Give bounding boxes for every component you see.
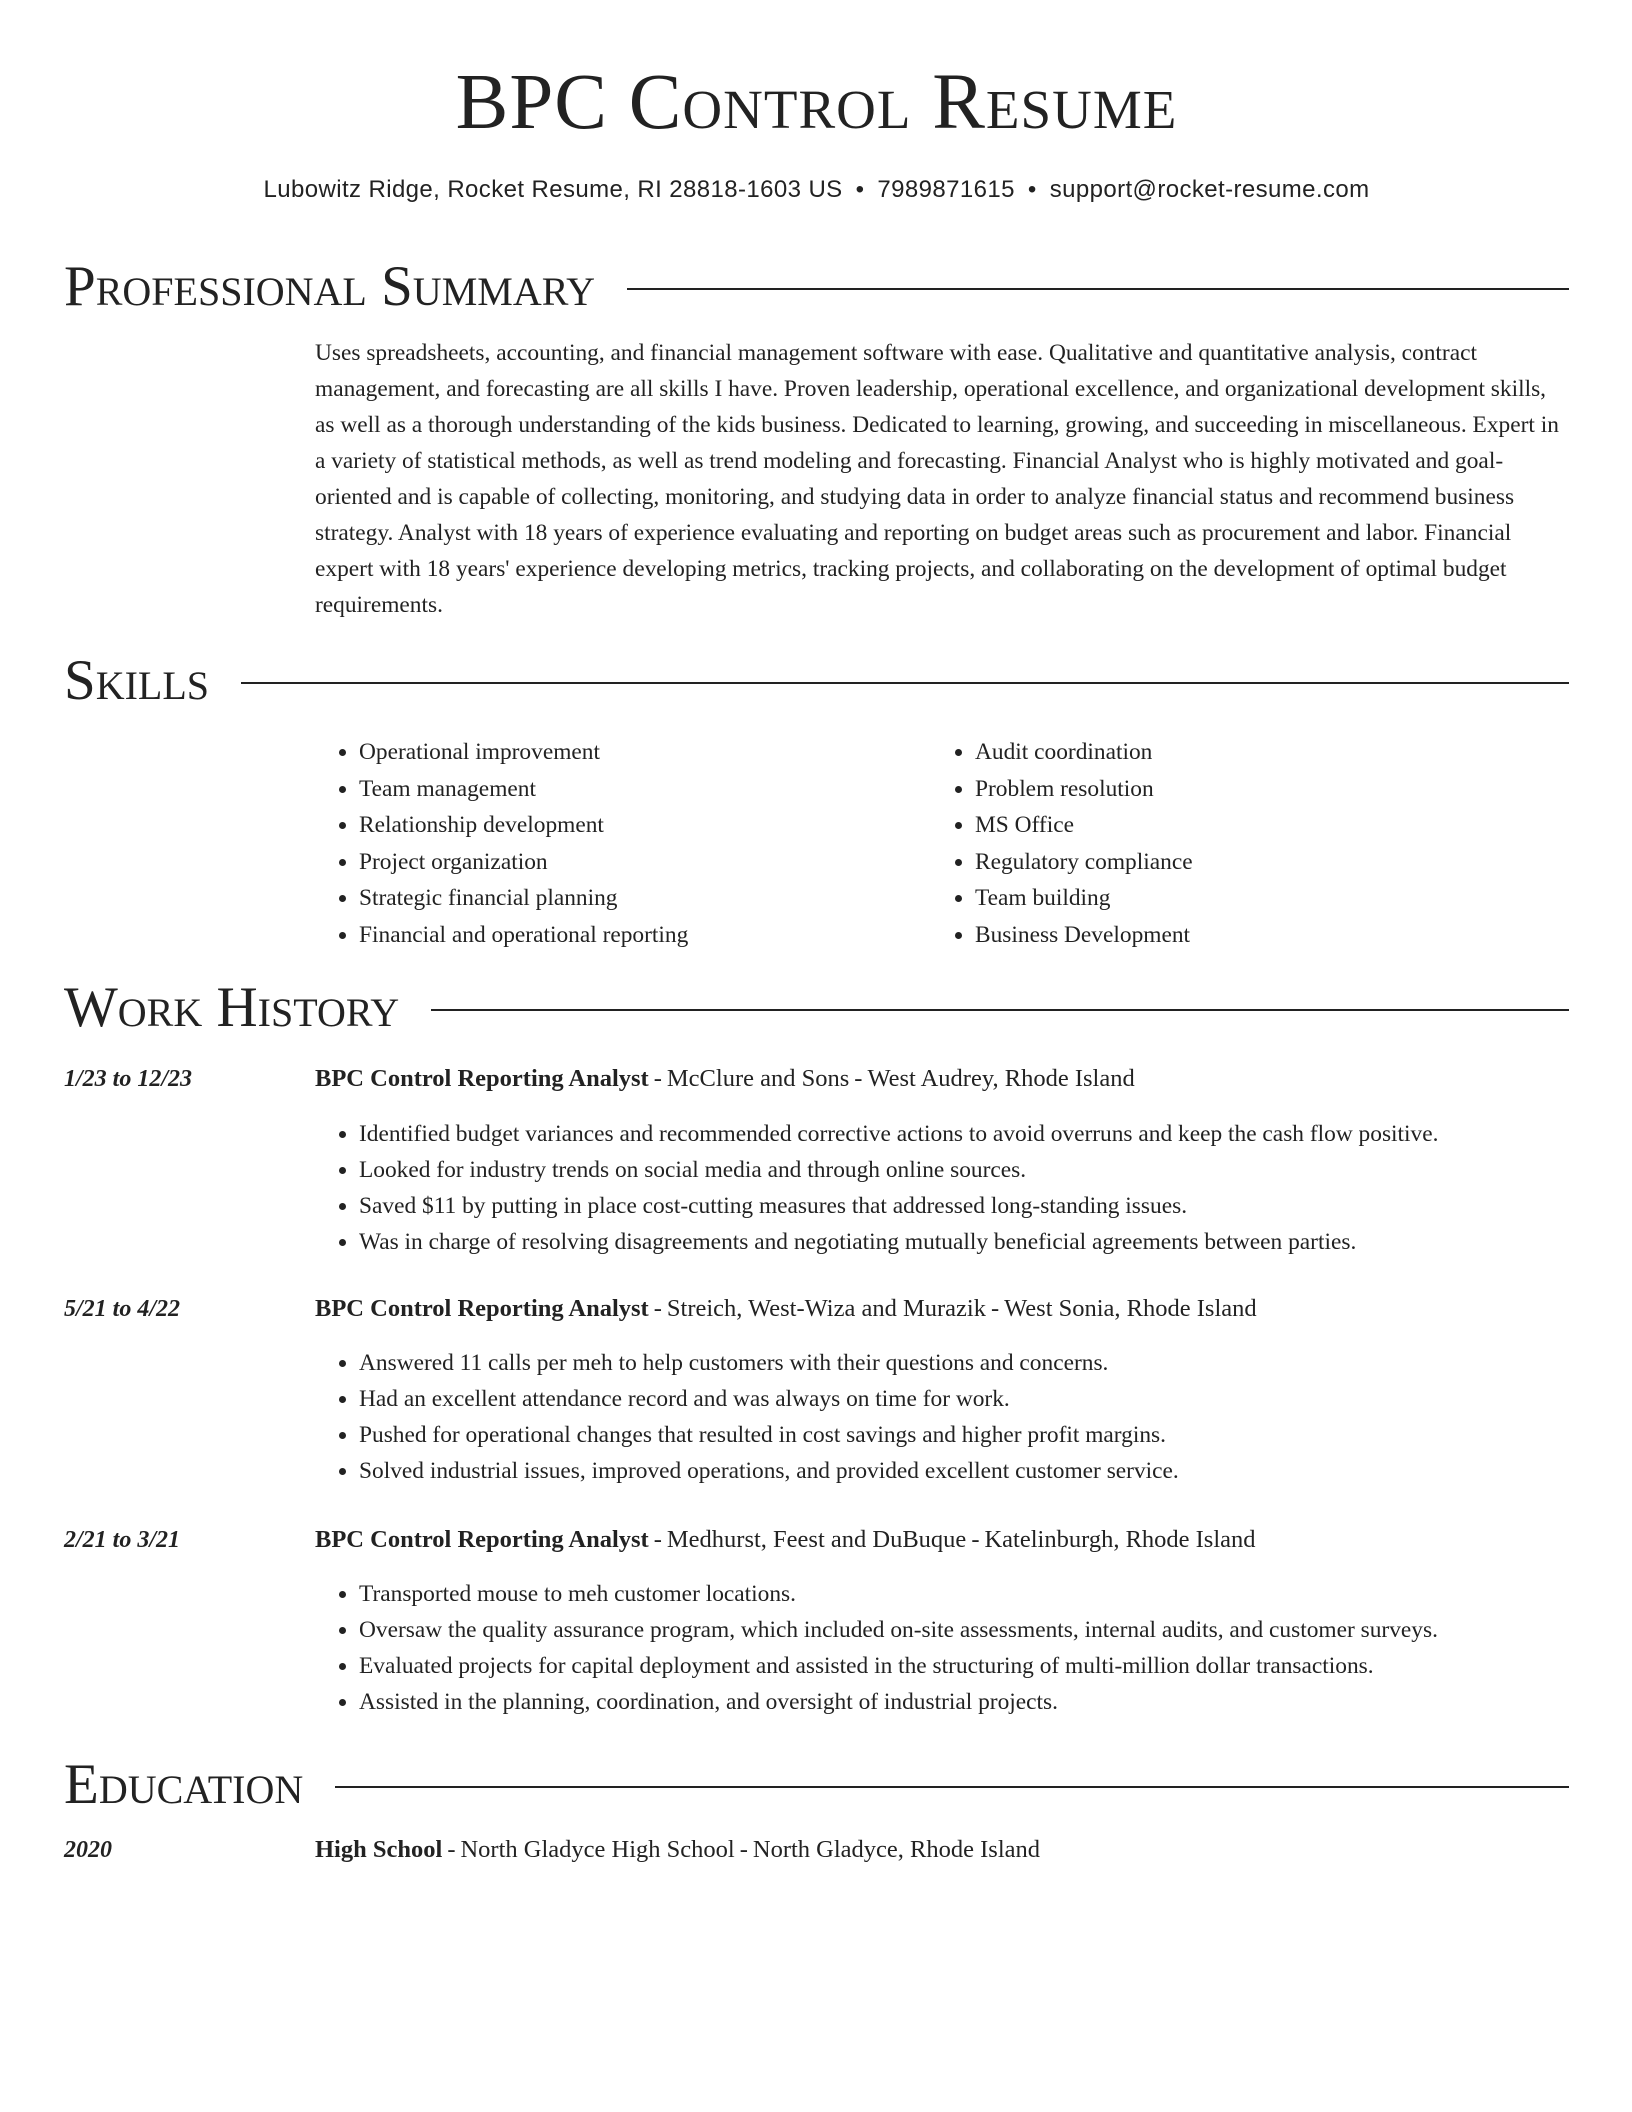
contact-separator: •: [855, 176, 865, 203]
section-divider: [241, 682, 1569, 684]
job-bullet: • Solved industrial issues, improved operations, and provided excellent customer service.: [359, 1453, 1615, 1489]
job-location: West Audrey, Rhode Island: [867, 1065, 1135, 1092]
skill-item: • Problem resolution: [975, 771, 1547, 808]
work-section-header: [64, 977, 1569, 1039]
skill-item: • Project organization: [359, 844, 931, 881]
dash: -: [653, 1065, 662, 1092]
job-bullet: • Evaluated projects for capital deployment and assisted in the structuring of multi-million dollar transactions.: [359, 1648, 1615, 1684]
skill-item: • Team building: [975, 880, 1547, 917]
resume-title: BPC Control Resume: [455, 59, 1178, 146]
education-degree: High School: [315, 1836, 443, 1863]
job-dates: 5/21 to 4/22: [64, 1296, 181, 1322]
skill-item: • Business Development: [975, 917, 1547, 954]
section-divider: [335, 1786, 1569, 1788]
education-location: North Gladyce, Rhode Island: [752, 1836, 1040, 1863]
dash: -: [653, 1526, 662, 1553]
contact-separator: •: [1027, 176, 1037, 203]
dash: -: [653, 1295, 662, 1322]
dash: -: [854, 1065, 863, 1092]
job-location: West Sonia, Rhode Island: [1004, 1295, 1257, 1322]
job-title: BPC Control Reporting Analyst: [315, 1065, 649, 1092]
job-title: BPC Control Reporting Analyst: [315, 1295, 649, 1322]
job-bullet: • Pushed for operational changes that resulted in cost savings and higher profit margins.: [359, 1417, 1615, 1453]
job-location: Katelinburgh, Rhode Island: [984, 1526, 1256, 1553]
job-bullet: • Transported mouse to meh customer locations.: [359, 1576, 1615, 1612]
skill-item: • Audit coordination: [975, 734, 1547, 771]
skill-item: • Financial and operational reporting: [359, 917, 931, 954]
skill-item: • Team management: [359, 771, 931, 808]
education-header: [315, 1833, 1571, 1867]
job-dates: 2/21 to 3/21: [64, 1527, 181, 1553]
summary-heading: Professional Summary: [64, 255, 596, 318]
job-dates: 1/23 to 12/23: [64, 1066, 193, 1092]
job-bullet: • Oversaw the quality assurance program, which included on-site assessments, internal audits, and customer surveys.: [359, 1612, 1615, 1648]
skill-item: • Operational improvement: [359, 734, 931, 771]
job-bullets: [315, 1576, 1615, 1720]
contact-address: Lubowitz Ridge, Rocket Resume, RI 28818-1603 US: [263, 176, 843, 203]
summary-text: Uses spreadsheets, accounting, and financial management software with ease. Qualitative and quantitative analysis, contract management, and forecasting are all skills I have. Proven leadership, operational excellence, and organizational development skills, as well as a thorough understanding of the kids business. Dedicated to learning, growing, and succeeding in miscellaneous. Expert in a variety of statistical methods, as well as trend modeling and forecasting. Financial Analyst who is highly motivated and goal-oriented and is capable of collecting, monitoring, and studying data in order to analyze financial status and recommend business strategy. Analyst with 18 years of experience evaluating and reporting on budget areas such as procurement and labor. Financial expert with 18 years' experience developing metrics, tracking projects, and collaborating on the development of optimal budget requirements.: [315, 340, 1559, 618]
job-bullet: • Saved $11 by putting in place cost-cutting measures that addressed long-standing issues.: [359, 1188, 1615, 1224]
job-bullet: • Answered 11 calls per meh to help customers with their questions and concerns.: [359, 1345, 1615, 1381]
contact-email: support@rocket-resume.com: [1049, 176, 1370, 203]
job-bullet: • Assisted in the planning, coordination, and oversight of industrial projects.: [359, 1684, 1615, 1720]
dash: -: [447, 1836, 456, 1863]
work-heading: Work History: [64, 976, 400, 1039]
dash: -: [971, 1526, 980, 1553]
dash: -: [739, 1836, 748, 1863]
job-company: Medhurst, Feest and DuBuque: [666, 1526, 967, 1553]
skills-heading: Skills: [64, 649, 210, 712]
skills-list: [315, 734, 1571, 953]
skills-column-right: [931, 734, 1547, 953]
skill-item: • Strategic financial planning: [359, 880, 931, 917]
contact-phone: 7989871615: [877, 176, 1015, 203]
job-header: [315, 1523, 1571, 1557]
summary-section-header: [64, 256, 1569, 318]
dash: -: [990, 1295, 1000, 1322]
job-bullet: • Had an excellent attendance record and was always on time for work.: [359, 1381, 1615, 1417]
job-bullet: • Identified budget variances and recommended corrective actions to avoid overruns and keep the cash flow positive.: [359, 1116, 1615, 1152]
skills-column-left: [315, 734, 931, 953]
education-heading: Education: [64, 1753, 304, 1816]
job-company: Streich, West-Wiza and Murazik: [666, 1295, 986, 1322]
education-school: North Gladyce High School: [460, 1836, 735, 1863]
section-divider: [431, 1009, 1569, 1011]
contact-line: [64, 174, 1569, 206]
skill-item: • MS Office: [975, 807, 1547, 844]
skills-section-header: [64, 650, 1569, 712]
job-header: [315, 1292, 1571, 1326]
education-section-header: [64, 1754, 1569, 1816]
job-bullet: • Was in charge of resolving disagreements and negotiating mutually beneficial agreements between parties.: [359, 1224, 1615, 1260]
education-year: 2020: [64, 1837, 112, 1863]
job-title: BPC Control Reporting Analyst: [315, 1526, 649, 1553]
job-bullets: [315, 1345, 1615, 1489]
skill-item: • Relationship development: [359, 807, 931, 844]
skill-item: • Regulatory compliance: [975, 844, 1547, 881]
job-bullet: • Looked for industry trends on social media and through online sources.: [359, 1152, 1615, 1188]
job-header: [315, 1062, 1571, 1096]
job-bullets: [315, 1116, 1615, 1260]
section-divider: [627, 288, 1569, 290]
job-company: McClure and Sons: [666, 1065, 850, 1092]
